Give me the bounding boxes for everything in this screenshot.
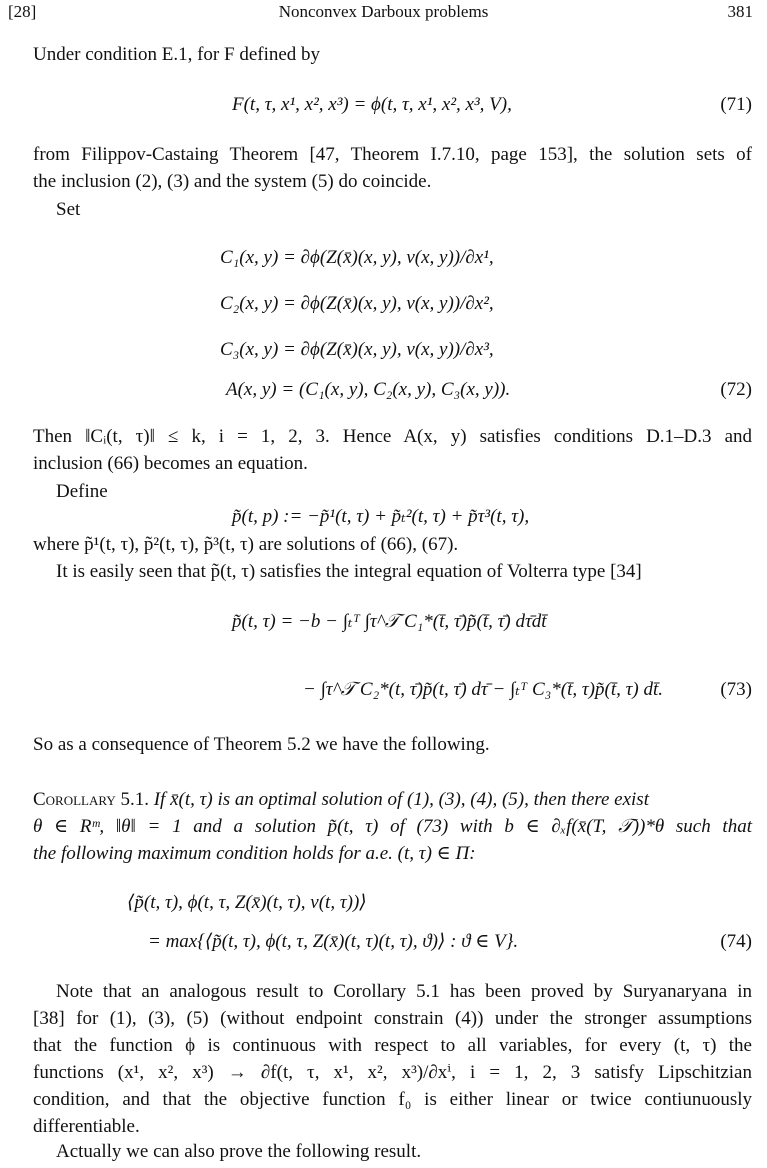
- paragraph-line: the inclusion (2), (3) and the system (5) do coincide.: [33, 171, 432, 192]
- equation-74-line: = max{⟨p̃(t, τ), ϕ(t, τ, Z(x̄)(t, τ)(t, τ), ϑ)⟩ : ϑ ∈ V}.: [148, 931, 519, 952]
- paragraph-line: Actually we can also prove the following result.: [56, 1141, 422, 1162]
- paragraph-line: from Filippov-Castaing Theorem [47, Theorem I.7.10, page 153], the solution sets of: [33, 144, 752, 165]
- paragraph-line: Then ‖Cᵢ(t, τ)‖ ≤ k, i = 1, 2, 3. Hence A(x, y) satisfies conditions D.1–D.3 and: [33, 426, 752, 447]
- header-ref: [28]: [8, 2, 37, 21]
- equation-74-line: ⟨p̃(t, τ), ϕ(t, τ, Z(x̄)(t, τ), v(t, τ))⟩: [127, 892, 367, 913]
- equation-number-74: (74): [720, 931, 752, 952]
- corollary-line: [33, 789, 752, 811]
- corollary-label: Corollary 5.1.: [33, 789, 149, 810]
- equation-72-line: A(x, y) = (C₁(x, y), C₂(x, y), C₃(x, y)).: [226, 379, 511, 400]
- paragraph-line: Note that an analogous result to Corollary 5.1 has been proved by Suryanaryana in: [56, 981, 752, 1002]
- corollary-line: θ ∈ Rᵐ, ‖θ‖ = 1 and a solution p̃(t, τ) of (73) with b ∈ ∂ₓf(x̄(T, 𝒯))*θ such that: [33, 816, 752, 837]
- equation-number-71: (71): [720, 94, 752, 115]
- equation-72-line: C₃(x, y) = ∂ϕ(Z(x̄)(x, y), v(x, y))/∂x³,: [220, 339, 494, 360]
- equation-72-line: C₂(x, y) = ∂ϕ(Z(x̄)(x, y), v(x, y))/∂x²,: [220, 293, 494, 314]
- running-title: Nonconvex Darboux problems: [278, 2, 489, 21]
- corollary-text: If x̄(t, τ) is an optimal solution of (1), (3), (4), (5), then there exist: [153, 789, 649, 810]
- paragraph-line: differentiable.: [33, 1116, 140, 1137]
- set-label: Set: [56, 199, 81, 220]
- paragraph-intro: Under condition E.1, for F defined by: [33, 44, 321, 65]
- paragraph-line: [38] for (1), (3), (5) (without endpoint constrain (4)) under the stronger assumptions: [33, 1008, 752, 1029]
- equation-73-line: − ∫τ^𝒯 C₂*(t, τ̄)p̃(t, τ̄) dτ̄ − ∫ₜᵀ C₃*(t̄, τ)p̃(t̄, τ) dt̄.: [303, 679, 664, 700]
- equation-define: p̃(t, p) := −p̃¹(t, τ) + p̃ₜ²(t, τ) + p̃τ³(t, τ),: [232, 506, 530, 527]
- define-label: Define: [56, 481, 108, 502]
- paragraph-line: functions (x¹, x², x³) → ∂f(t, τ, x¹, x², x³)/∂xⁱ, i = 1, 2, 3 satisfy Lipschitzian: [33, 1062, 752, 1083]
- paragraph-line: So as a consequence of Theorem 5.2 we have the following.: [33, 734, 490, 755]
- equation-72-line: C₁(x, y) = ∂ϕ(Z(x̄)(x, y), v(x, y))/∂x¹,: [220, 247, 494, 268]
- page-number: 381: [727, 2, 753, 21]
- paragraph-line: that the function ϕ is continuous with respect to all variables, for every (t, τ) the: [33, 1035, 752, 1056]
- paragraph-line: condition, and that the objective function f₀ is either linear or twice contiunuously: [33, 1089, 752, 1110]
- paragraph-line: inclusion (66) becomes an equation.: [33, 453, 308, 474]
- paragraph-line: It is easily seen that p̃(t, τ) satisfies the integral equation of Volterra type [34]: [56, 561, 642, 582]
- corollary-line: the following maximum condition holds for a.e. (t, τ) ∈ Π:: [33, 843, 476, 864]
- equation-number-73: (73): [720, 679, 752, 700]
- paragraph-line: where p̃¹(t, τ), p̃²(t, τ), p̃³(t, τ) are solutions of (66), (67).: [33, 534, 459, 555]
- equation-number-72: (72): [720, 379, 752, 400]
- equation-73-line: p̃(t, τ) = −b − ∫ₜᵀ ∫τ^𝒯 C₁*(t̄, τ̄)p̃(t̄, τ̄) dτ̄dt̄: [232, 611, 547, 632]
- equation-71: F(t, τ, x¹, x², x³) = ϕ(t, τ, x¹, x², x³, V),: [232, 94, 512, 115]
